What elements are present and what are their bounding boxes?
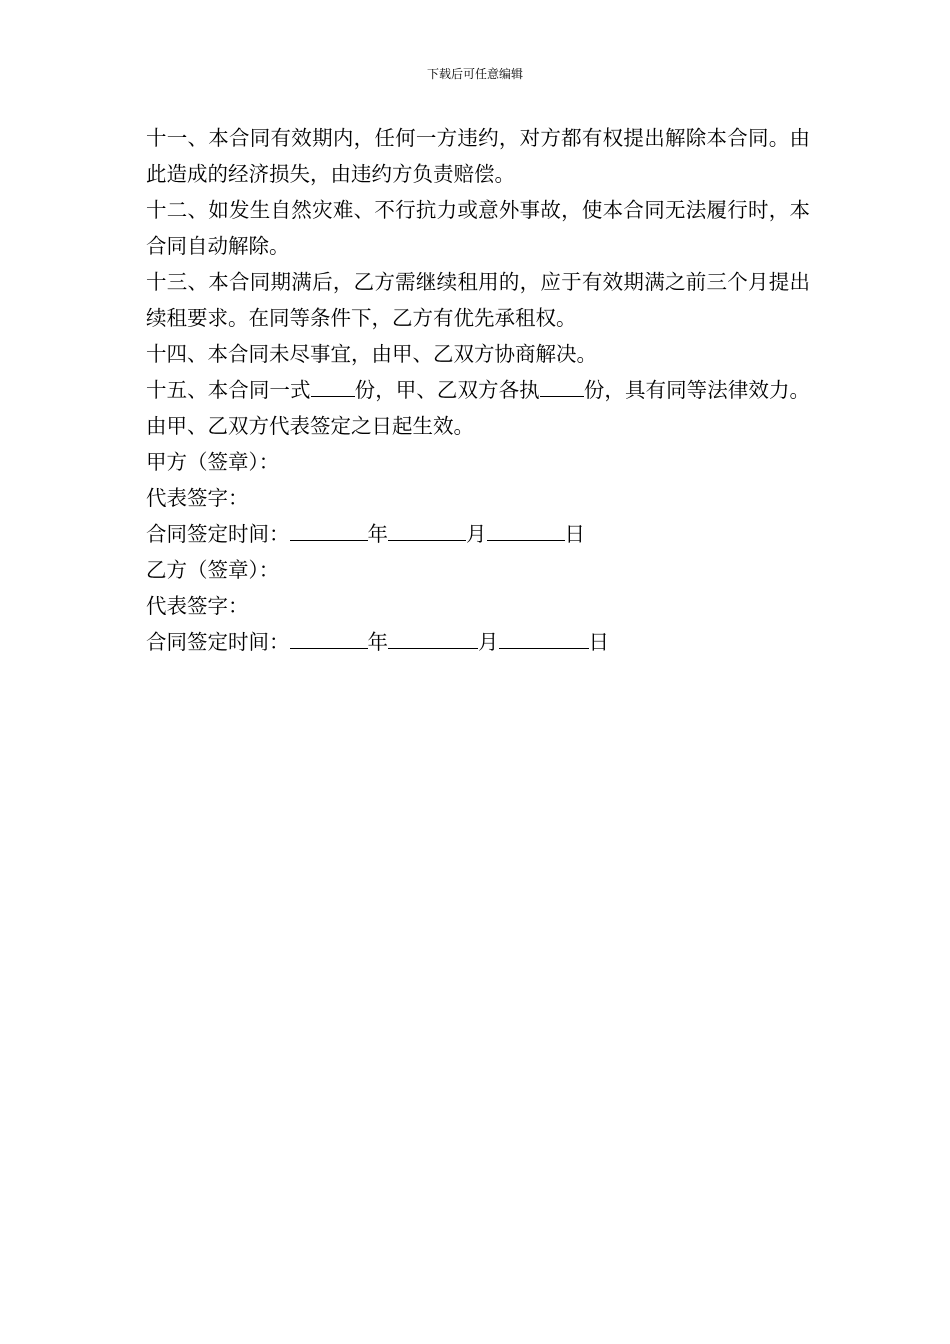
party-b-month-blank[interactable]: [388, 627, 478, 649]
clause-15-part1: 十五、本合同一式: [146, 378, 311, 402]
party-a-year-blank[interactable]: [290, 519, 368, 541]
copies-total-blank[interactable]: [311, 375, 355, 397]
clause-11: 十一、本合同有效期内，任何一方违约，对方都有权提出解除本合同。由此造成的经济损失，由违约方负责赔偿。: [146, 126, 810, 186]
clause-13: 十三、本合同期满后，乙方需继续租用的，应于有效期满之前三个月提出续租要求。在同等条件下，乙方有优先承租权。: [146, 270, 810, 330]
party-b-date-label: 合同签定时间：: [146, 630, 290, 654]
party-b-year-blank[interactable]: [290, 627, 368, 649]
party-b-year-label: 年: [367, 630, 388, 654]
clause-15: [146, 372, 810, 444]
party-a-rep-signature: 代表签字：: [146, 486, 249, 510]
party-a-day-blank[interactable]: [487, 519, 565, 541]
party-a-year-label: 年: [367, 522, 388, 546]
contract-body: [146, 120, 810, 660]
party-b-rep-signature: 代表签字：: [146, 594, 249, 618]
clause-12: 十二、如发生自然灾难、不行抗力或意外事故，使本合同无法履行时，本合同自动解除。: [146, 198, 810, 258]
page-header-note: 下载后可任意编辑: [426, 67, 523, 81]
party-b-month-label: 月: [478, 630, 499, 654]
party-a-seal: 甲方（签章）：: [146, 450, 280, 474]
party-a-month-blank[interactable]: [388, 519, 466, 541]
party-b-day-blank[interactable]: [499, 627, 589, 649]
clause-14: 十四、本合同未尽事宜，由甲、乙双方协商解决。: [146, 342, 597, 366]
party-b-sign-date: [146, 624, 810, 660]
party-a-date-label: 合同签定时间：: [146, 522, 290, 546]
clause-15-part2: 份，甲、乙双方各执: [354, 378, 540, 402]
party-b-seal: 乙方（签章）：: [146, 558, 280, 582]
party-b-day-label: 日: [588, 630, 609, 654]
copies-each-blank[interactable]: [540, 375, 584, 397]
party-a-sign-date: [146, 516, 810, 552]
party-a-day-label: 日: [564, 522, 585, 546]
party-a-month-label: 月: [466, 522, 487, 546]
clause-15-part3: 份，具有同等法律效力。由甲、乙双方代表签定之日起生效。: [146, 378, 811, 438]
